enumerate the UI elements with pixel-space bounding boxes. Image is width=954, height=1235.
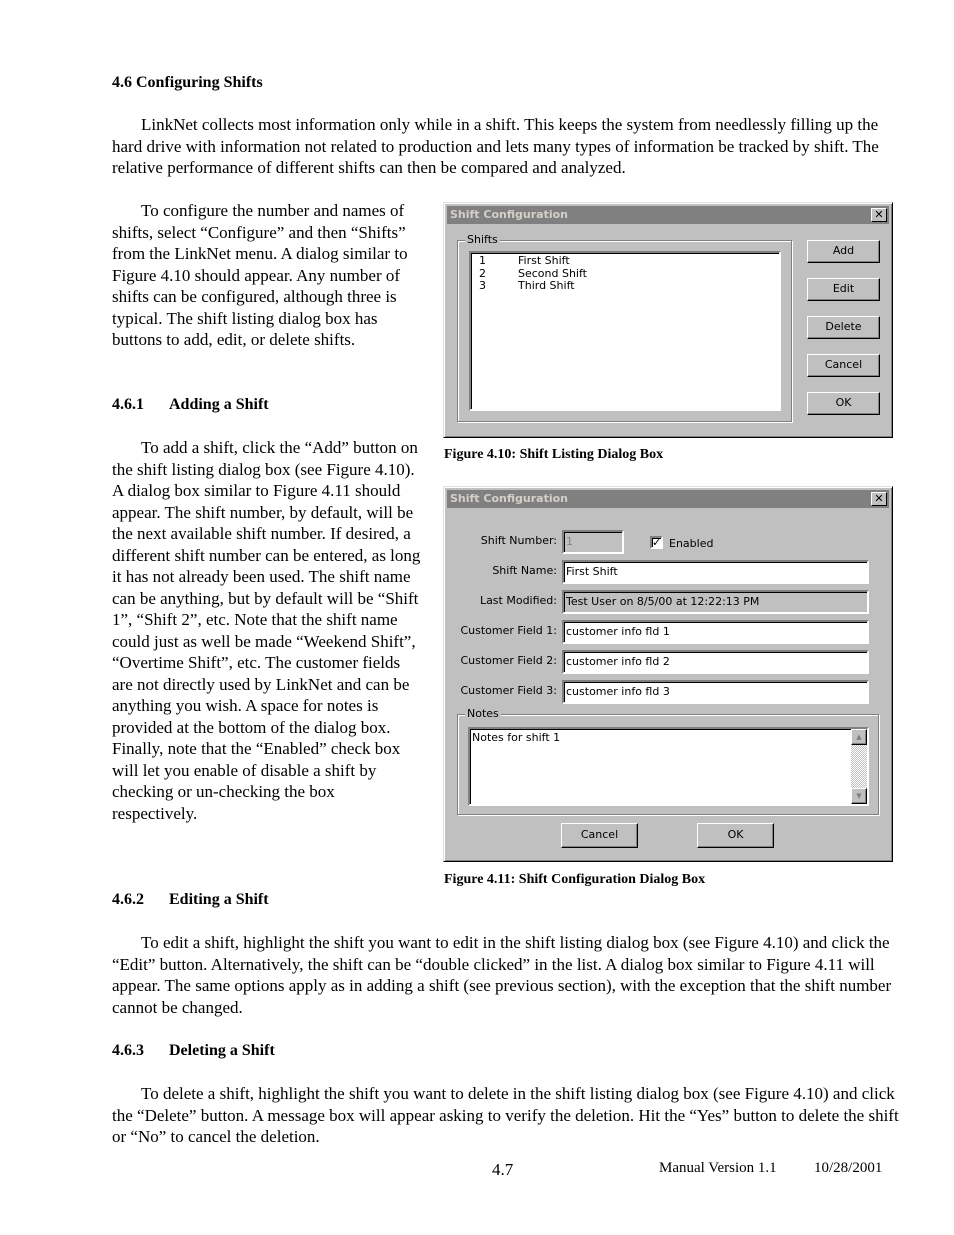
shift-name-value: First Shift xyxy=(566,565,618,578)
shift-number: 2 xyxy=(479,266,486,280)
close-icon[interactable]: ✕ xyxy=(871,208,887,222)
scroll-up-icon[interactable]: ▲ xyxy=(851,729,867,745)
manual-version: Manual Version 1.1 xyxy=(659,1160,777,1176)
notes-scrollbar[interactable] xyxy=(851,729,867,804)
last-modified-field xyxy=(562,590,869,614)
shift-number: 3 xyxy=(479,279,486,292)
customer-field-1-input[interactable] xyxy=(562,620,869,644)
section-heading: 4.6 Configuring Shifts xyxy=(112,74,263,91)
adding-heading-title: Adding a Shift xyxy=(169,396,269,413)
ok-button[interactable]: OK xyxy=(697,823,774,848)
shifts-group-label: Shifts xyxy=(467,233,498,246)
deleting-heading xyxy=(112,1040,275,1061)
edit-button[interactable]: Edit xyxy=(807,278,880,301)
notes-value: Notes for shift 1 xyxy=(472,731,561,744)
cancel-button[interactable]: Cancel xyxy=(807,354,880,377)
deleting-heading-title: Deleting a Shift xyxy=(169,1042,275,1059)
shift-configuration-dialog xyxy=(443,486,893,862)
customer-field-2-label: Customer Field 2: xyxy=(460,654,557,667)
shift-number-label: Shift Number: xyxy=(480,534,557,547)
manual-date: 10/28/2001 xyxy=(814,1160,883,1176)
title-bar xyxy=(447,490,889,508)
shifts-listbox[interactable] xyxy=(469,251,781,411)
close-icon[interactable]: ✕ xyxy=(871,492,887,506)
add-button[interactable]: Add xyxy=(807,240,880,263)
notes-group-label: Notes xyxy=(467,707,499,720)
editing-heading xyxy=(112,889,269,910)
dialog-title: Shift Configuration xyxy=(450,208,568,221)
page-number: 4.7 xyxy=(492,1160,514,1179)
check-icon: ✓ xyxy=(652,536,662,549)
last-modified-value: Test User on 8/5/00 at 12:22:13 PM xyxy=(566,595,760,608)
customer-field-3-label: Customer Field 3: xyxy=(460,684,557,697)
customer-field-2-value: customer info fld 2 xyxy=(566,655,670,668)
figure-caption: Figure 4.10: Shift Listing Dialog Box xyxy=(444,447,664,462)
intro-paragraph: LinkNet collects most information only while in a shift. This keeps the system from needlessly filling up the hard drive with information not related to production and lets many types of information be tracked by shift. The relative performance of different shifts can then be compared and analyzed. xyxy=(112,115,879,177)
notes-textarea[interactable] xyxy=(468,727,869,806)
editing-heading-title: Editing a Shift xyxy=(169,891,269,908)
customer-field-1-value: customer info fld 1 xyxy=(566,625,670,638)
shift-name: Third Shift xyxy=(518,279,575,292)
last-modified-label: Last Modified: xyxy=(479,594,557,607)
ok-button[interactable]: OK xyxy=(807,392,880,415)
shift-name-input[interactable] xyxy=(562,560,869,584)
dialog-title: Shift Configuration xyxy=(450,492,568,505)
deleting-heading-number: 4.6.3 xyxy=(112,1042,144,1059)
shift-number: 1 xyxy=(479,254,486,267)
delete-button[interactable]: Delete xyxy=(807,316,880,339)
figure-caption: Figure 4.11: Shift Configuration Dialog Box xyxy=(444,872,706,887)
configure-paragraph: To configure the number and names of shifts, select “Configure” and then “Shifts” from the LinkNet menu. A dialog similar to Figure 4.10 should appear. Any number of shifts can be configured, although three is typical. The shift listing dialog box has buttons to add, edit, or delete shifts. xyxy=(112,201,408,349)
list-item[interactable] xyxy=(479,280,587,293)
shift-name: Second Shift xyxy=(518,266,587,280)
editing-heading-number: 4.6.2 xyxy=(112,891,144,908)
shift-number-field xyxy=(562,530,624,554)
shift-listing-dialog xyxy=(443,202,893,438)
shift-number-value: 1 xyxy=(566,535,573,548)
shift-name: First Shift xyxy=(518,254,570,267)
shift-name-label: Shift Name: xyxy=(492,564,557,577)
adding-heading-number: 4.6.1 xyxy=(112,396,144,413)
adding-heading xyxy=(112,394,269,415)
enabled-checkbox[interactable] xyxy=(650,536,663,549)
customer-field-3-value: customer info fld 3 xyxy=(566,685,670,698)
customer-field-3-input[interactable] xyxy=(562,680,869,704)
deleting-paragraph: To delete a shift, highlight the shift you want to delete in the shift listing dialog box (see Figure 4.10) and click the “Delete” button. A message box will appear asking to verify the deletion. Hit the “Yes” button to delete the shift or “No” to cancel the deletion. xyxy=(112,1084,899,1146)
title-bar xyxy=(447,206,889,224)
scroll-down-icon[interactable]: ▼ xyxy=(851,788,867,804)
cancel-button[interactable]: Cancel xyxy=(561,823,638,848)
editing-paragraph: To edit a shift, highlight the shift you want to edit in the shift listing dialog box (see Figure 4.10) and click the “Edit” button. Alternatively, the shift can be “double clicked” in the list. A dialog box similar to Figure 4.11 will appear. The same options apply as in adding a shift (see previous section), with the exception that the shift number cannot be changed. xyxy=(112,933,892,1017)
customer-field-1-label: Customer Field 1: xyxy=(460,624,557,637)
customer-field-2-input[interactable] xyxy=(562,650,869,674)
enabled-label: Enabled xyxy=(669,537,714,550)
adding-paragraph: To add a shift, click the “Add” button on the shift listing dialog box (see Figure 4.10). A dialog box similar to Figure 4.11 should appear. The shift number, by default, will be the next available shift number. If desired, a different shift number can be entered, as long it has not already been used. The shift name can be anything, but by default will be “Shift 1”, “Shift 2”, etc. Note that the shift name could just as well be made “Weekend Shift”, “Overtime Shift”, etc. The customer fields are not directly used by LinkNet and can be anything you wish. A space for notes is provided at the bottom of the dialog box. Finally, note that the “Enabled” check box will let you enable of disable a shift by checking or un-checking the box respectively. xyxy=(112,438,421,823)
